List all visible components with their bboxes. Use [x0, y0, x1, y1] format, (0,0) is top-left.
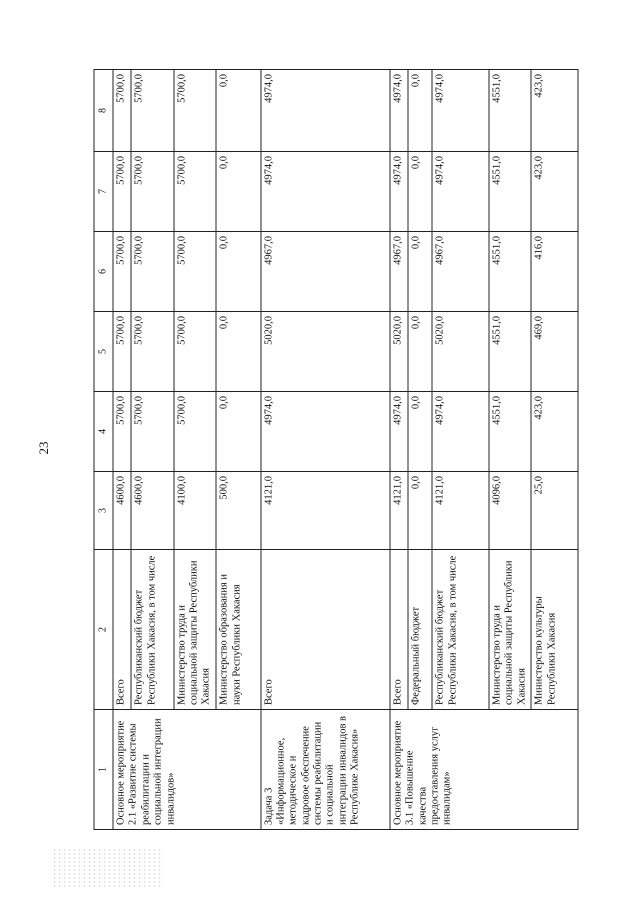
value-cell: 5700,0: [174, 312, 217, 392]
table-row: [390, 70, 408, 830]
value-cell: 5700,0: [131, 70, 173, 152]
value-cell: 4551,0: [489, 70, 532, 152]
value-cell: 416,0: [531, 232, 578, 312]
value-cell: 0,0: [408, 70, 432, 152]
value-cell: 4121,0: [390, 472, 408, 550]
header-col-6: 6: [94, 232, 113, 312]
header-col-1: 1: [94, 710, 113, 830]
value-cell: 469,0: [531, 312, 578, 392]
value-cell: 5700,0: [113, 232, 131, 312]
funding-source: Всего: [390, 550, 408, 710]
value-cell: 5700,0: [174, 70, 217, 152]
funding-source: Всего: [261, 550, 390, 710]
header-col-7: 7: [94, 152, 113, 232]
value-cell: 4967,0: [432, 232, 489, 312]
value-cell: 5700,0: [131, 312, 173, 392]
header-col-4: 4: [94, 392, 113, 472]
funding-source: Министерство труда и социальной защиты Республики Хакасия: [174, 550, 217, 710]
value-cell: 5700,0: [174, 232, 217, 312]
value-cell: 4551,0: [489, 152, 532, 232]
value-cell: 4121,0: [432, 472, 489, 550]
value-cell: 25,0: [531, 472, 578, 550]
value-cell: 4974,0: [390, 70, 408, 152]
value-cell: 4551,0: [489, 232, 532, 312]
value-cell: 0,0: [216, 312, 260, 392]
value-cell: 4967,0: [261, 232, 390, 312]
value-cell: 4967,0: [390, 232, 408, 312]
header-col-2: 2: [94, 550, 113, 710]
value-cell: 423,0: [531, 152, 578, 232]
funding-source: Республиканский бюджет Республики Хакасия, в том числе: [432, 550, 489, 710]
funding-source: Министерство культуры Республики Хакасия: [531, 550, 578, 710]
value-cell: 5700,0: [131, 392, 173, 472]
value-cell: 5700,0: [174, 392, 217, 472]
value-cell: 5020,0: [432, 312, 489, 392]
value-cell: 0,0: [216, 232, 260, 312]
value-cell: 0,0: [408, 472, 432, 550]
value-cell: 0,0: [408, 392, 432, 472]
value-cell: 4096,0: [489, 472, 532, 550]
value-cell: 5020,0: [261, 312, 390, 392]
value-cell: 5700,0: [113, 312, 131, 392]
value-cell: 5700,0: [131, 232, 173, 312]
value-cell: 4100,0: [174, 472, 217, 550]
value-cell: 5700,0: [113, 70, 131, 152]
section-label: Основное мероприятие 3.1 «Повышение качества предоставления услуг инвалидам»: [390, 710, 578, 830]
funding-source: Республиканский бюджет Республики Хакасия, в том числе: [131, 550, 173, 710]
table-row: [113, 70, 131, 830]
value-cell: 0,0: [216, 392, 260, 472]
value-cell: 4974,0: [432, 152, 489, 232]
value-cell: 4974,0: [261, 152, 390, 232]
value-cell: 4974,0: [390, 392, 408, 472]
header-col-3: 3: [94, 472, 113, 550]
value-cell: 5700,0: [113, 392, 131, 472]
value-cell: 5700,0: [174, 152, 217, 232]
header-row: [94, 70, 113, 830]
value-cell: 4551,0: [489, 392, 532, 472]
value-cell: 4974,0: [432, 392, 489, 472]
value-cell: 4974,0: [261, 70, 390, 152]
value-cell: 4974,0: [432, 70, 489, 152]
section-label: Основное мероприятие 2.1 «Развитие системы реабилитации и социальной интеграции инвалидов»: [113, 710, 261, 830]
value-cell: 4600,0: [131, 472, 173, 550]
value-cell: 4600,0: [113, 472, 131, 550]
header-col-5: 5: [94, 312, 113, 392]
header-col-8: 8: [94, 70, 113, 152]
value-cell: 500,0: [216, 472, 260, 550]
value-cell: 0,0: [216, 152, 260, 232]
value-cell: 4121,0: [261, 472, 390, 550]
section-label: Задача 3 «Информационное, методическое и кадровое обеспечение системы реабилитации и социальной интеграции инвалидов в Республике Хакасия»: [261, 710, 390, 830]
value-cell: 5020,0: [390, 312, 408, 392]
rotated-table-block: [94, 70, 579, 830]
value-cell: 0,0: [408, 232, 432, 312]
value-cell: 5700,0: [113, 152, 131, 232]
value-cell: 5700,0: [131, 152, 173, 232]
registration-stamp-mark: [52, 848, 164, 888]
value-cell: 423,0: [531, 70, 578, 152]
funding-source: Всего: [113, 550, 131, 710]
value-cell: 4974,0: [390, 152, 408, 232]
value-cell: 0,0: [408, 152, 432, 232]
value-cell: 0,0: [408, 312, 432, 392]
funding-source: Министерство труда и социальной защиты Республики Хакасия: [489, 550, 532, 710]
table-row: [261, 70, 390, 830]
funding-source: Федеральный бюджет: [408, 550, 432, 710]
value-cell: 423,0: [531, 392, 578, 472]
page-number: 23: [36, 441, 51, 455]
value-cell: 4551,0: [489, 312, 532, 392]
value-cell: 4974,0: [261, 392, 390, 472]
value-cell: 0,0: [216, 70, 260, 152]
funding-source: Министерство образования и науки Республики Хакасия: [216, 550, 260, 710]
budget-table: [94, 69, 579, 830]
